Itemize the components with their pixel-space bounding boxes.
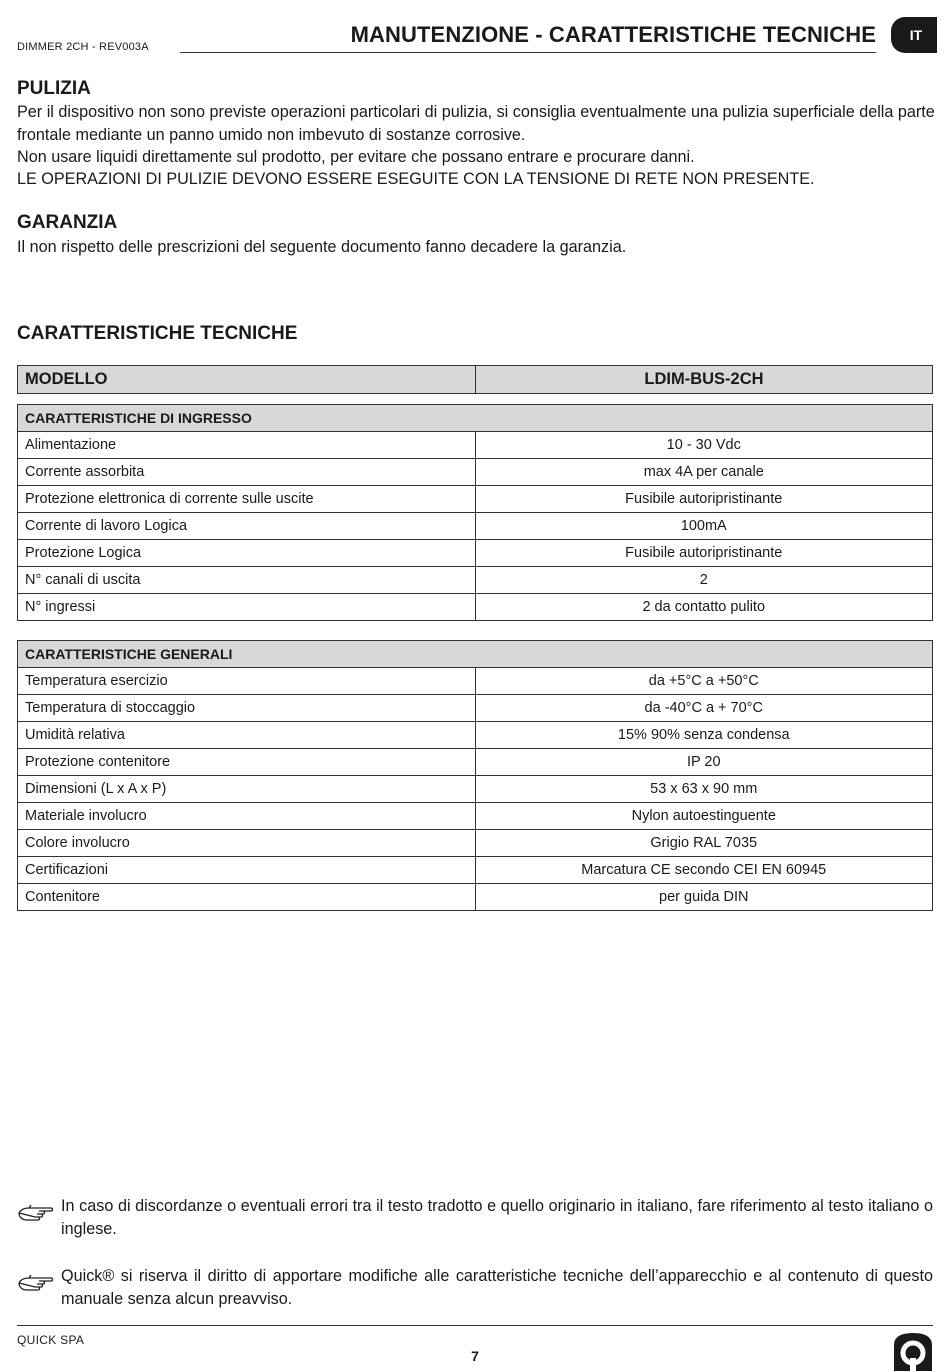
table-row (18, 567, 933, 594)
model-label: MODELLO (18, 366, 476, 394)
garanzia-text: Il non rispetto delle prescrizioni del seguente documento fanno decadere la garanzia. (17, 238, 627, 256)
spec-label: Alimentazione (18, 432, 476, 459)
table-row (18, 803, 933, 830)
general-group-title: CARATTERISTICHE GENERALI (18, 641, 933, 668)
input-group-title: CARATTERISTICHE DI INGRESSO (18, 405, 933, 432)
note-disclaimer (17, 1265, 933, 1310)
spec-label: Materiale involucro (18, 803, 476, 830)
spec-label: Colore involucro (18, 830, 476, 857)
spec-label: Contenitore (18, 884, 476, 911)
spec-value: da -40°C a + 70°C (475, 695, 933, 722)
spec-value: Marcatura CE secondo CEI EN 60945 (475, 857, 933, 884)
table-row (18, 830, 933, 857)
tech-heading: CARATTERISTICHE TECNICHE (17, 323, 298, 344)
table-row (18, 486, 933, 513)
pointing-hand-icon (17, 1271, 55, 1295)
spec-label: Dimensioni (L x A x P) (18, 776, 476, 803)
table-row (18, 695, 933, 722)
spec-label: Protezione elettronica di corrente sulle uscite (18, 486, 476, 513)
spec-value: 2 (475, 567, 933, 594)
language-badge: IT (891, 17, 937, 53)
model-table (17, 365, 933, 394)
table-row (18, 857, 933, 884)
spec-value: 10 - 30 Vdc (475, 432, 933, 459)
spec-value: per guida DIN (475, 884, 933, 911)
page-number: 7 (471, 1348, 479, 1364)
page-title: MANUTENZIONE - CARATTERISTICHE TECNICHE (350, 22, 876, 47)
pulizia-paragraph-3: LE OPERAZIONI DI PULIZIE DEVONO ESSERE ESEGUITE CON LA TENSIONE DI RETE NON PRESENTE. (17, 170, 815, 188)
table-row (18, 459, 933, 486)
note-text: Quick® si riserva il diritto di apportare modifiche alle caratteristiche tecniche dell’apparecchio e al contenuto di questo manuale senza alcun preavviso. (61, 1267, 933, 1308)
spec-value: da +5°C a +50°C (475, 668, 933, 695)
spec-label: Certificazioni (18, 857, 476, 884)
model-row (18, 366, 933, 394)
spec-label: Umidità relativa (18, 722, 476, 749)
pulizia-heading: PULIZIA (17, 78, 91, 99)
pulizia-paragraph-1: Per il dispositivo non sono previste operazioni particolari di pulizia, si consiglia eventualmente una pulizia superficiale della parte frontale mediante un panno umido non imbevuto di sostanze corrosive. (17, 103, 935, 144)
spec-label: N° canali di uscita (18, 567, 476, 594)
note-translation (17, 1195, 933, 1240)
spec-label: N° ingressi (18, 594, 476, 621)
table-row (18, 749, 933, 776)
spec-value: 100mA (475, 513, 933, 540)
spec-label: Temperatura esercizio (18, 668, 476, 695)
quick-logo-icon (890, 1331, 936, 1371)
spec-value: Nylon autoestinguente (475, 803, 933, 830)
spec-value: Grigio RAL 7035 (475, 830, 933, 857)
table-row (18, 540, 933, 567)
spec-label: Corrente di lavoro Logica (18, 513, 476, 540)
model-value: LDIM-BUS-2CH (476, 366, 933, 394)
spec-label: Protezione contenitore (18, 749, 476, 776)
table-row (18, 594, 933, 621)
table-row (18, 722, 933, 749)
spec-value: IP 20 (475, 749, 933, 776)
spec-value: 2 da contatto pulito (475, 594, 933, 621)
spec-value: Fusibile autoripristinante (475, 540, 933, 567)
note-text: In caso di discordanze o eventuali errori tra il testo tradotto e quello originario in italiano, fare riferimento al testo italiano o inglese. (61, 1197, 933, 1238)
pointing-hand-icon (17, 1201, 55, 1225)
spec-value: 15% 90% senza condensa (475, 722, 933, 749)
pulizia-paragraph-2: Non usare liquidi direttamente sul prodotto, per evitare che possano entrare e procurare danni. (17, 148, 695, 166)
spec-label: Temperatura di stoccaggio (18, 695, 476, 722)
doc-code: DIMMER 2CH - REV003A (17, 41, 149, 53)
spec-value: Fusibile autoripristinante (475, 486, 933, 513)
table-row (18, 776, 933, 803)
company-name: QUICK SPA (17, 1333, 85, 1347)
spec-label: Protezione Logica (18, 540, 476, 567)
spec-value: 53 x 63 x 90 mm (475, 776, 933, 803)
table-row (18, 513, 933, 540)
input-characteristics-table (17, 404, 933, 621)
header-divider (180, 52, 876, 53)
table-row (18, 884, 933, 911)
footer-divider (17, 1325, 933, 1326)
table-row (18, 668, 933, 695)
spec-value: max 4A per canale (475, 459, 933, 486)
table-row (18, 432, 933, 459)
garanzia-heading: GARANZIA (17, 212, 118, 233)
general-characteristics-table (17, 640, 933, 911)
spec-label: Corrente assorbita (18, 459, 476, 486)
